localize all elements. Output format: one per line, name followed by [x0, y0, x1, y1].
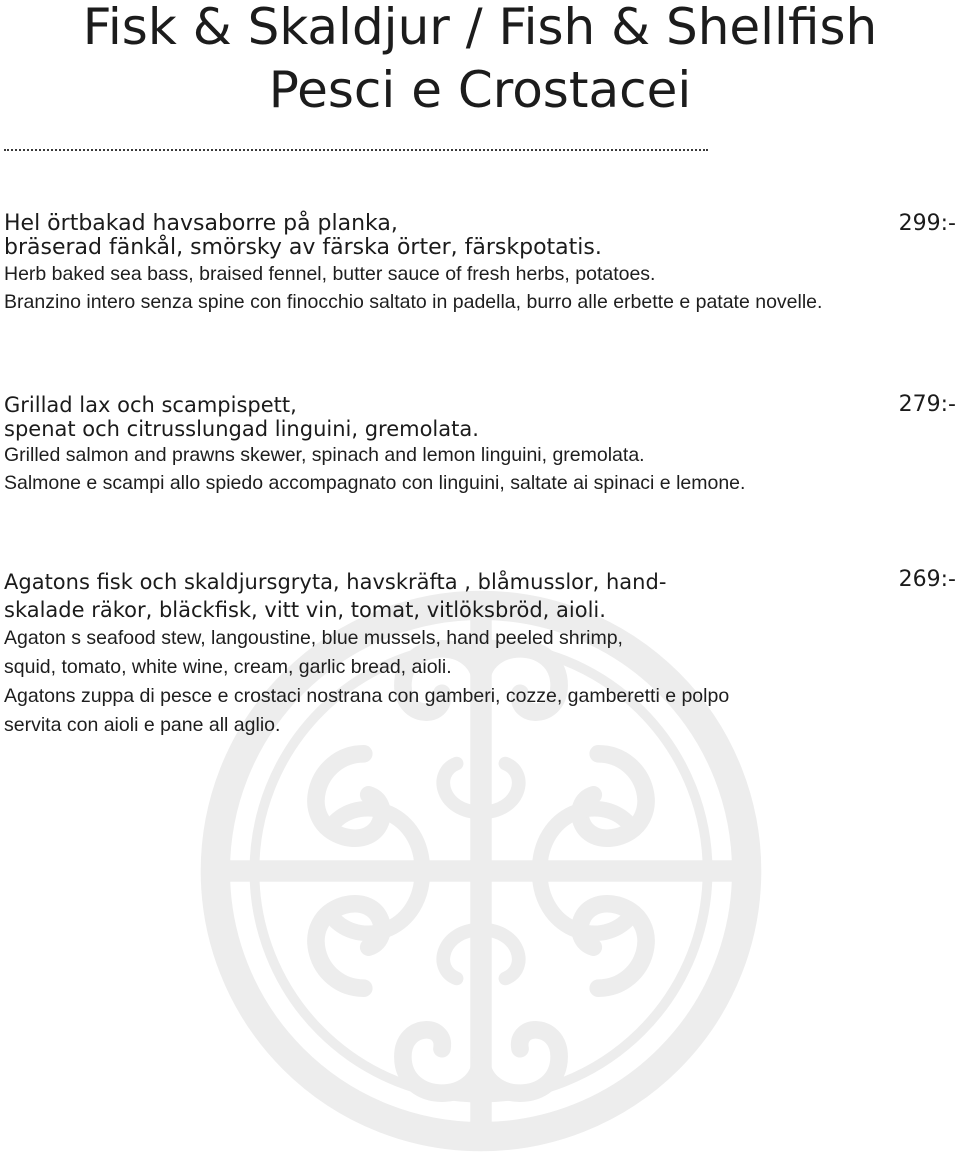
dish-description-italian: Salmone e scampi allo spiedo accompagnato con linguini, saltate ai spinaci e lemone.	[4, 472, 746, 494]
dish-description-italian: Branzino intero senza spine con finocchio saltato in padella, burro alle erbette e patate novelle.	[4, 291, 823, 313]
price: 299:-	[898, 211, 956, 236]
dish-description-english: Herb baked sea bass, braised fennel, butter sauce of fresh herbs, potatoes.	[4, 263, 656, 285]
menu-item-sea-bass	[4, 212, 956, 316]
dish-description-english: squid, tomato, white wine, cream, garlic bread, aioli.	[4, 656, 452, 678]
dotted-divider	[4, 149, 708, 151]
dish-description-italian: servita con aioli e pane all aglio.	[4, 714, 281, 736]
dish-name-swedish: Agatons fisk och skaldjursgryta, havskräfta , blåmusslor, hand-	[4, 570, 667, 594]
menu-item-seafood-stew	[4, 568, 956, 740]
dish-description-swedish: spenat och citrusslungad linguini, gremolata.	[4, 417, 479, 441]
dish-description-italian: Agatons zuppa di pesce e crostaci nostrana con gamberi, cozze, gamberetti e polpo	[4, 685, 730, 707]
dish-name-swedish: Grillad lax och scampispett,	[4, 393, 297, 417]
dish-description-swedish: bräserad fänkål, smörsky av färska örter, färskpotatis.	[4, 235, 602, 260]
dish-description-swedish: skalade räkor, bläckfisk, vitt vin, tomat, vitlöksbröd, aioli.	[4, 598, 606, 622]
menu-item-salmon-skewer	[4, 393, 956, 497]
page-title: Fisk & Skaldjur / Fish & Shellfish	[82, 0, 878, 56]
page-subtitle: Pesci e Crostacei	[268, 61, 692, 119]
dish-description-english: Agaton s seafood stew, langoustine, blue mussels, hand peeled shrimp,	[4, 627, 623, 649]
dish-description-english: Grilled salmon and prawns skewer, spinach and lemon linguini, gremolata.	[4, 444, 645, 466]
dish-name-swedish: Hel örtbakad havsaborre på planka,	[4, 211, 398, 236]
price: 279:-	[898, 392, 956, 417]
price: 269:-	[898, 567, 956, 592]
